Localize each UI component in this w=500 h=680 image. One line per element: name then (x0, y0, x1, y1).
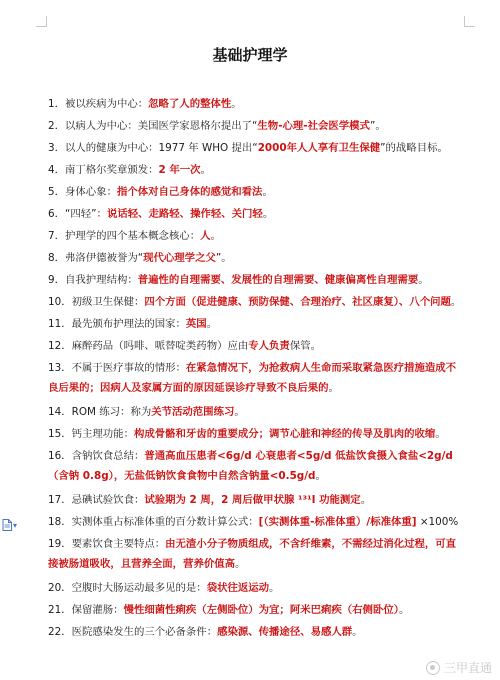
item-text: ”。 (369, 120, 386, 132)
item-text: ”的战略目标。 (380, 142, 448, 154)
item-text: 。 (418, 274, 429, 286)
list-item (48, 402, 468, 422)
item-line (48, 248, 468, 268)
item-line (48, 358, 468, 378)
highlighted-text: 生物-心理-社会医学模式 (257, 120, 370, 132)
item-continuation-line (48, 466, 468, 486)
highlighted-text: 在紧急情况下，为抢救病人生命而采取紧急医疗措施造成不 (185, 362, 457, 374)
highlighted-text: 构成骨骼和牙齿的重要成分；调节心脏和神经的传导及肌肉的收缩 (133, 428, 436, 440)
highlighted-text: 2 年一次 (158, 164, 201, 176)
list-item (48, 160, 468, 180)
list-item (48, 270, 468, 290)
item-text: 11．最先颁布护理法的国家： (48, 318, 186, 330)
item-text: 。 (360, 494, 372, 506)
item-text: 1．被以疾病为中心： (48, 98, 149, 110)
watermark-text: 三甲直通 (443, 661, 492, 675)
list-item (48, 138, 468, 158)
item-text: 10．初级卫生保健： (48, 296, 145, 308)
item-text: 12．麻醉药品（吗啡、哌替啶类药物）应由 (48, 340, 249, 352)
highlighted-text: 忽略了人的整体性 (148, 98, 232, 110)
item-text: 17．忌碘试验饮食： (48, 494, 145, 506)
item-text: ”。 (215, 252, 232, 264)
list-item (48, 512, 468, 532)
item-line (48, 446, 468, 466)
highlighted-text: 试验期为 2 周，2 周后做甲状腺 ¹³¹I 功能测定 (144, 494, 361, 506)
list-item (48, 534, 468, 574)
item-line (48, 314, 468, 334)
item-text: 。 (231, 98, 242, 110)
highlighted-text: 良后果的；因病人及家属方面的原因延误诊疗导致不良后果的 (48, 382, 329, 394)
watermark (426, 659, 492, 676)
item-text: 。 (435, 428, 446, 440)
item-text: 7．护理学的四个基本概念核心： (48, 230, 201, 242)
highlighted-text: 感染源、传播途径、易感人群 (217, 626, 353, 638)
highlighted-text: 英国 (185, 318, 207, 330)
highlighted-text: 2000年人人享有卫生保健 (257, 142, 381, 154)
item-line (48, 402, 468, 422)
item-text: 。 (450, 296, 462, 308)
item-text: 保管。 (289, 340, 321, 352)
item-line (48, 226, 468, 246)
item-text: 9．自我护理结构： (48, 274, 138, 286)
item-text: 6．“四轻”： (48, 208, 107, 220)
chevron-down-icon[interactable]: ▾ (13, 521, 18, 530)
item-text: 8．弗洛伊德被誉为“ (48, 252, 144, 264)
item-line (48, 204, 468, 224)
corner-mark (36, 16, 47, 27)
highlighted-text: （含钠 0.8g），无盐低钠饮食食物中自然含钠量<0.5g/d (48, 470, 316, 482)
list-item (48, 94, 468, 114)
list-item (48, 578, 468, 598)
highlighted-text: 人 (200, 230, 211, 242)
item-line (48, 292, 468, 312)
item-line (48, 424, 468, 444)
list-item (48, 248, 468, 268)
item-text: 。 (352, 626, 363, 638)
list-item (48, 336, 468, 356)
highlighted-text: 普遍性的自理需要、发展性的自理需要、健康偏离性自理需要 (137, 274, 419, 286)
item-line (48, 160, 468, 180)
item-text: 15．钙主理功能： (48, 428, 134, 440)
highlighted-text: 指个体对自己身体的感觉和看法 (116, 186, 263, 198)
highlighted-text: 普通高血压患者<6g/d 心衰患者<5g/d 低盐饮食摄入食盐<2g/d (144, 450, 453, 462)
item-text: 。 (328, 382, 339, 394)
item-continuation-line (48, 554, 468, 574)
list-item (48, 204, 468, 224)
item-text: 18．实测体重占标准体重的百分数计算公式： (48, 516, 259, 528)
item-continuation-line (48, 378, 468, 398)
highlighted-text: 接被肠道吸收，且营养全面，营养价值高 (48, 558, 236, 570)
item-line (48, 512, 468, 532)
item-text: 。 (262, 186, 273, 198)
item-text: ×100% (416, 516, 459, 528)
list-item (48, 116, 468, 136)
list-item (48, 358, 468, 398)
item-text: 4．南丁格尔奖章颁发： (48, 164, 159, 176)
item-text: 13．不属于医疗事故的情形： (48, 362, 186, 374)
highlighted-text: 由无渣小分子物质组成，不含纤维素，不需经过消化过程，可直 (165, 538, 457, 550)
item-text: 5．身体心象： (48, 186, 117, 198)
watermark-logo-icon (426, 661, 440, 675)
item-text: 。 (200, 164, 211, 176)
item-text: 3．以人的健康为中心：1977 年 WHO 提出“ (48, 142, 258, 154)
item-line (48, 336, 468, 356)
item-text: 2．以病人为中心：美国医学家恩格尔提出了“ (48, 120, 258, 132)
list-item (48, 182, 468, 202)
item-text: 16．含钠饮食总结： (48, 450, 145, 462)
highlighted-text: 袋状往返运动 (206, 582, 270, 594)
item-text: 14．ROM 练习：称为 (48, 406, 152, 418)
item-line (48, 94, 468, 114)
list-item (48, 490, 468, 510)
highlighted-text: 现代心理学之父 (143, 252, 216, 264)
item-line (48, 622, 468, 642)
item-line (48, 490, 468, 510)
list-item (48, 424, 468, 444)
item-line (48, 116, 468, 136)
item-text: 。 (235, 558, 246, 570)
item-line (48, 600, 468, 620)
list-item (48, 446, 468, 486)
document-title: 基础护理学 (212, 46, 288, 64)
highlighted-text: 专人负责 (248, 340, 290, 352)
highlighted-text: [（实测体重-标准体重）/标准体重] (258, 516, 417, 528)
document-icon[interactable] (2, 519, 12, 531)
item-line (48, 534, 468, 554)
item-line (48, 578, 468, 598)
list-item (48, 622, 468, 642)
item-line (48, 270, 468, 290)
highlighted-text: 四个方面（促进健康、预防保健、合理治疗、社区康复）、八个问题 (144, 296, 451, 308)
item-text: 19．要素饮食主要特点： (48, 538, 166, 550)
item-text: 22．医院感染发生的三个必备条件： (48, 626, 218, 638)
corner-mark (464, 16, 475, 27)
item-text: 21．保留灌肠： (48, 604, 124, 616)
highlighted-text: 慢性细菌性痢疾（左侧卧位）为宜；阿米巴痢疾（右侧卧位） (123, 604, 399, 616)
item-text: 。 (315, 470, 326, 482)
list-item (48, 292, 468, 312)
highlighted-text: 说话轻、走路轻、操作轻、关门轻 (106, 208, 263, 220)
list-item (48, 600, 468, 620)
item-line (48, 138, 468, 158)
item-text: 。 (206, 318, 218, 330)
item-text: 20．空腹时大肠运动最多见的是： (48, 582, 207, 594)
item-text: 。 (269, 582, 280, 594)
item-text: 。 (234, 406, 245, 418)
list-item (48, 314, 468, 334)
item-text: 。 (398, 604, 410, 616)
item-text: 。 (262, 208, 274, 220)
item-line (48, 182, 468, 202)
highlighted-text: 关节活动范围练习 (151, 406, 235, 418)
item-text: 。 (210, 230, 221, 242)
list-item (48, 226, 468, 246)
